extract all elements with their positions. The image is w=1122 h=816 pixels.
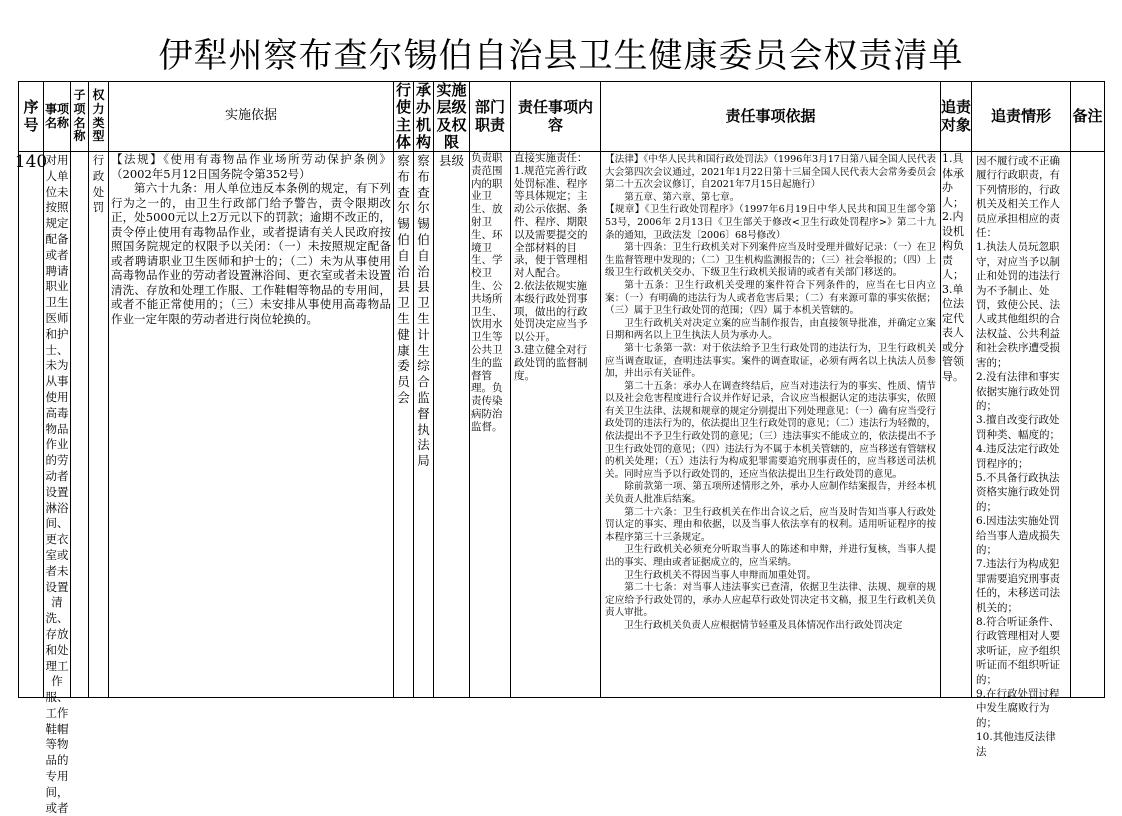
header-subject: 行使主体 bbox=[394, 82, 414, 152]
header-seq: 序号 bbox=[19, 82, 44, 152]
page-title: 伊犁州察布查尔锡伯自治县卫生健康委员会权责清单 bbox=[158, 36, 964, 76]
resp-basis-para: 【规章】《卫生行政处罚程序》（1997年6月19日中华人民共和国卫生部令第53号，2006年 2月13日《卫生部关于修改<卫生行政处罚程序>》第二十九条的通知，卫政法发〔2006〕68号修改） bbox=[605, 204, 936, 241]
acc-case-line: 因不履行或不正确履行行政职责，有下列情形的，行政机关及相关工作人员应承担相应的责任： bbox=[976, 155, 1060, 240]
header-resp-content: 责任事项内容 bbox=[511, 82, 601, 152]
acc-case-line: 6.因违法实施处罚给当事人造成损失的； bbox=[976, 515, 1060, 556]
row-sub-item-name bbox=[71, 152, 88, 696]
row-item-name: 对用人单位未按照规定配备或者聘请职业卫生医师和护士、未为从事使用高毒物品作业的劳动者设置淋浴间、更衣室或者未设置清洗、存放和处理工作服、工作鞋帽等物品的专用间，或者 bbox=[45, 153, 69, 815]
acc-case-line: 1.执法人员玩忽职守，对应当予以制止和处罚的违法行为不予制止、处罚，致使公民、法人或其他组织的合法权益、公共利益和社会秩序遭受损害的； bbox=[976, 241, 1060, 369]
row-power-type: 行政处罚 bbox=[92, 153, 105, 215]
header-level: 实施层级及权限 bbox=[434, 82, 470, 152]
resp-basis-para: 卫生行政机关负责人应根据情节轻重及具体情况作出行政处罚决定 bbox=[624, 619, 903, 631]
acc-case-line: 2.没有法律和事实依据实施行政处罚的； bbox=[976, 371, 1060, 412]
resp-basis-para: 卫生行政机关不得因当事人申辩而加重处罚。 bbox=[624, 569, 817, 581]
basis-article: 第六十九条：用人单位违反本条例的规定，有下列行为之一的，由卫生行政部门给予警告，责令限期改正，处5000元以上2万元以下的罚款；逾期不改正的，责令停止使用有毒物品作业，或者提请有关人民政府按照国务院规定的权限予以关闭：（一）未按照规定配备或者聘请职业卫生医师和护士的；（二）未为从事使用高毒物品作业的劳动者设置淋浴间、更衣室或者未设置清洗、存放和处理工作服、工作鞋帽等物品的专用间，或者不能正常使用的；（三）未安排从事使用高毒物品作业一定年限的劳动者进行岗位轮换的。 bbox=[111, 181, 391, 326]
row-resp-content bbox=[511, 152, 600, 382]
acc-case-line: 10.其他违反法律法 bbox=[976, 731, 1056, 758]
row-remark bbox=[1071, 152, 1104, 696]
acc-case-line: 4.违反法定行政处罚程序的； bbox=[976, 443, 1060, 470]
acc-case-line: 7.违法行为构成犯罪需要追究刑事责任的，未移送司法机关的； bbox=[976, 558, 1060, 614]
resp-basis-para: 第二十五条：承办人在调查终结后，应当对违法行为的事实、性质、情节以及社会危害程度进行合议并作好记录，合议应当根据认定的违法事实，依照有关卫生法律、法规和规章的规定分别提出下列处理意见：（一）确有应当受行政处罚的违法行为的，依法提出卫生行政处罚的意见；（二）违法行为轻微的，依法提出不予卫生行政处罚的意见；（三）违法事实不能成立的，依法提出不予卫生行政处罚的意见；（四）违法行为不属于本机关管辖的，应当移送有管辖权的机关处理；（五）违法行为构成犯罪需要追究刑事责任的，应当移送司法机关。同时应当予以行政处罚的，还应当依法提出卫生行政处罚的意见。 bbox=[605, 380, 936, 480]
row-basis bbox=[109, 152, 393, 326]
header-resp-basis: 责任事项依据 bbox=[601, 82, 941, 152]
acc-case-line: 3.擅自改变行政处罚种类、幅度的； bbox=[976, 414, 1060, 441]
header-item-name: 事项名称 bbox=[44, 82, 71, 152]
row-resp-basis bbox=[601, 152, 940, 697]
resp-basis-para: 第十五条：卫生行政机关受理的案件符合下列条件的，应当在七日内立案：（一）有明确的违法行为人或者危害后果；（二）有来源可靠的事实依据；（三）属于卫生行政处罚的范围；（四）属于本机关管辖的。 bbox=[605, 279, 936, 317]
resp-basis-para: 第十七条第一款：对于依法给予卫生行政处罚的违法行为，卫生行政机关应当调查取证，查明违法事实。案件的调查取证，必须有两名以上执法人员参加，并出示有关证件。 bbox=[605, 342, 936, 380]
resp-basis-para: 卫生行政机关必须充分听取当事人的陈述和申辩，并进行复核，当事人提出的事实、理由或者证据成立的，应当采纳。 bbox=[605, 544, 936, 568]
row-subject: 察布查尔锡伯自治县卫生健康委员会 bbox=[397, 153, 410, 405]
acc-object-line: 1.具体承办人； bbox=[942, 152, 964, 209]
resp-basis-para: 【法律】《中华人民共和国行政处罚法》（1996年3月17日第八届全国人民代表大会第四次会议通过，2021年1月22日第十三届全国人民代表大会常务委员会第二十五次会议修订，自2021年7月15日起施行） bbox=[605, 154, 936, 191]
table-row bbox=[19, 152, 1105, 698]
resp-basis-para: 第十四条：卫生行政机关对下列案件应当及时受理并做好记录：（一）在卫生监督管理中发现的；（二）卫生机构监测报告的；（三）社会举报的；（四）上级卫生行政机关交办、下级卫生行政机关报请的或者有关部门移送的。 bbox=[605, 242, 936, 279]
header-basis: 实施依据 bbox=[109, 82, 394, 152]
header-undertaker: 承办机构 bbox=[414, 82, 434, 152]
resp-content-line: 2.依法依规实施本级行政处罚事项，做出的行政处罚决定应当予以公开。 bbox=[514, 279, 588, 344]
row-duty bbox=[470, 152, 510, 434]
resp-content-line: 3.建立健全对行政处罚的监督制度。 bbox=[514, 343, 588, 382]
resp-basis-para: 第二十七条：对当事人违法事实已查清，依据卫生法律、法规、规章的规定应给予行政处罚的，承办人应起草行政处罚决定书文稿，报卫生行政机关负责人审批。 bbox=[605, 582, 936, 619]
acc-case-line: 5.不具备行政执法资格实施行政处罚的； bbox=[976, 471, 1060, 513]
resp-content-line: 直接实施责任： bbox=[514, 152, 588, 164]
row-level: 县级 bbox=[438, 153, 464, 168]
header-acc-case: 追责情形 bbox=[972, 82, 1071, 152]
header-acc-object: 追责对象 bbox=[941, 82, 972, 152]
header-power-type: 权力类型 bbox=[89, 82, 109, 152]
resp-basis-para: 卫生行政机关对决定立案的应当制作报告，由直接领导批准，并确定立案日期和两名以上卫生执法人员为承办人。 bbox=[605, 317, 936, 342]
row-undertaker: 察布查尔锡伯自治县卫生计生综合监督执法局 bbox=[417, 153, 430, 469]
row-acc-object bbox=[941, 152, 971, 384]
resp-basis-para: 除前款第一项、第五项所述情形之外，承办人应制作结案报告，并经本机关负责人批准后结案。 bbox=[605, 481, 936, 506]
header-sub-item-name: 子项名称 bbox=[71, 82, 89, 152]
resp-basis-para: 第五章、第六章、第七章。 bbox=[624, 191, 740, 203]
acc-object-line: 2.内设机构负责人； bbox=[942, 210, 964, 281]
acc-case-line: 8.符合听证条件、行政管理相对人要求听证，应予组织听证而不组织听证的； bbox=[976, 616, 1060, 686]
acc-case-line: 9.在行政处罚过程中发生腐败行为的； bbox=[976, 688, 1060, 729]
resp-basis-para: 第二十六条：卫生行政机关在作出合议之后，应当及时告知当事人行政处罚认定的事实、理由和依据，以及当事人依法享有的权利。适用听证程序的按本程序第三十三条规定。 bbox=[605, 506, 936, 543]
row-acc-case bbox=[972, 152, 1070, 758]
row-seq: 140 bbox=[14, 152, 48, 172]
duty-text: 负责职责范围内的职业卫生、放射卫生、环境卫生、学校卫生、公共场所卫生、饮用水卫生等公共卫生的监督管理。负责传染病防治监督。 bbox=[471, 152, 503, 433]
header-remark: 备注 bbox=[1071, 82, 1105, 152]
resp-content-line: 1.规范完善行政处罚标准、程序等具体规定；主动公示依据、条件、程序、期限以及需要提交的全部材料的目录，便于管理相对人配合。 bbox=[514, 164, 588, 280]
power-responsibility-table bbox=[14, 81, 1105, 815]
basis-source: 【法规】《使用有毒物品作业场所劳动保护条例》（2002年5月12日国务院令第352号） bbox=[111, 152, 391, 181]
table-header-row bbox=[19, 82, 1105, 152]
header-duty: 部门职责 bbox=[470, 82, 511, 152]
acc-object-line: 3.单位法定代表人或分管领导。 bbox=[942, 282, 964, 383]
